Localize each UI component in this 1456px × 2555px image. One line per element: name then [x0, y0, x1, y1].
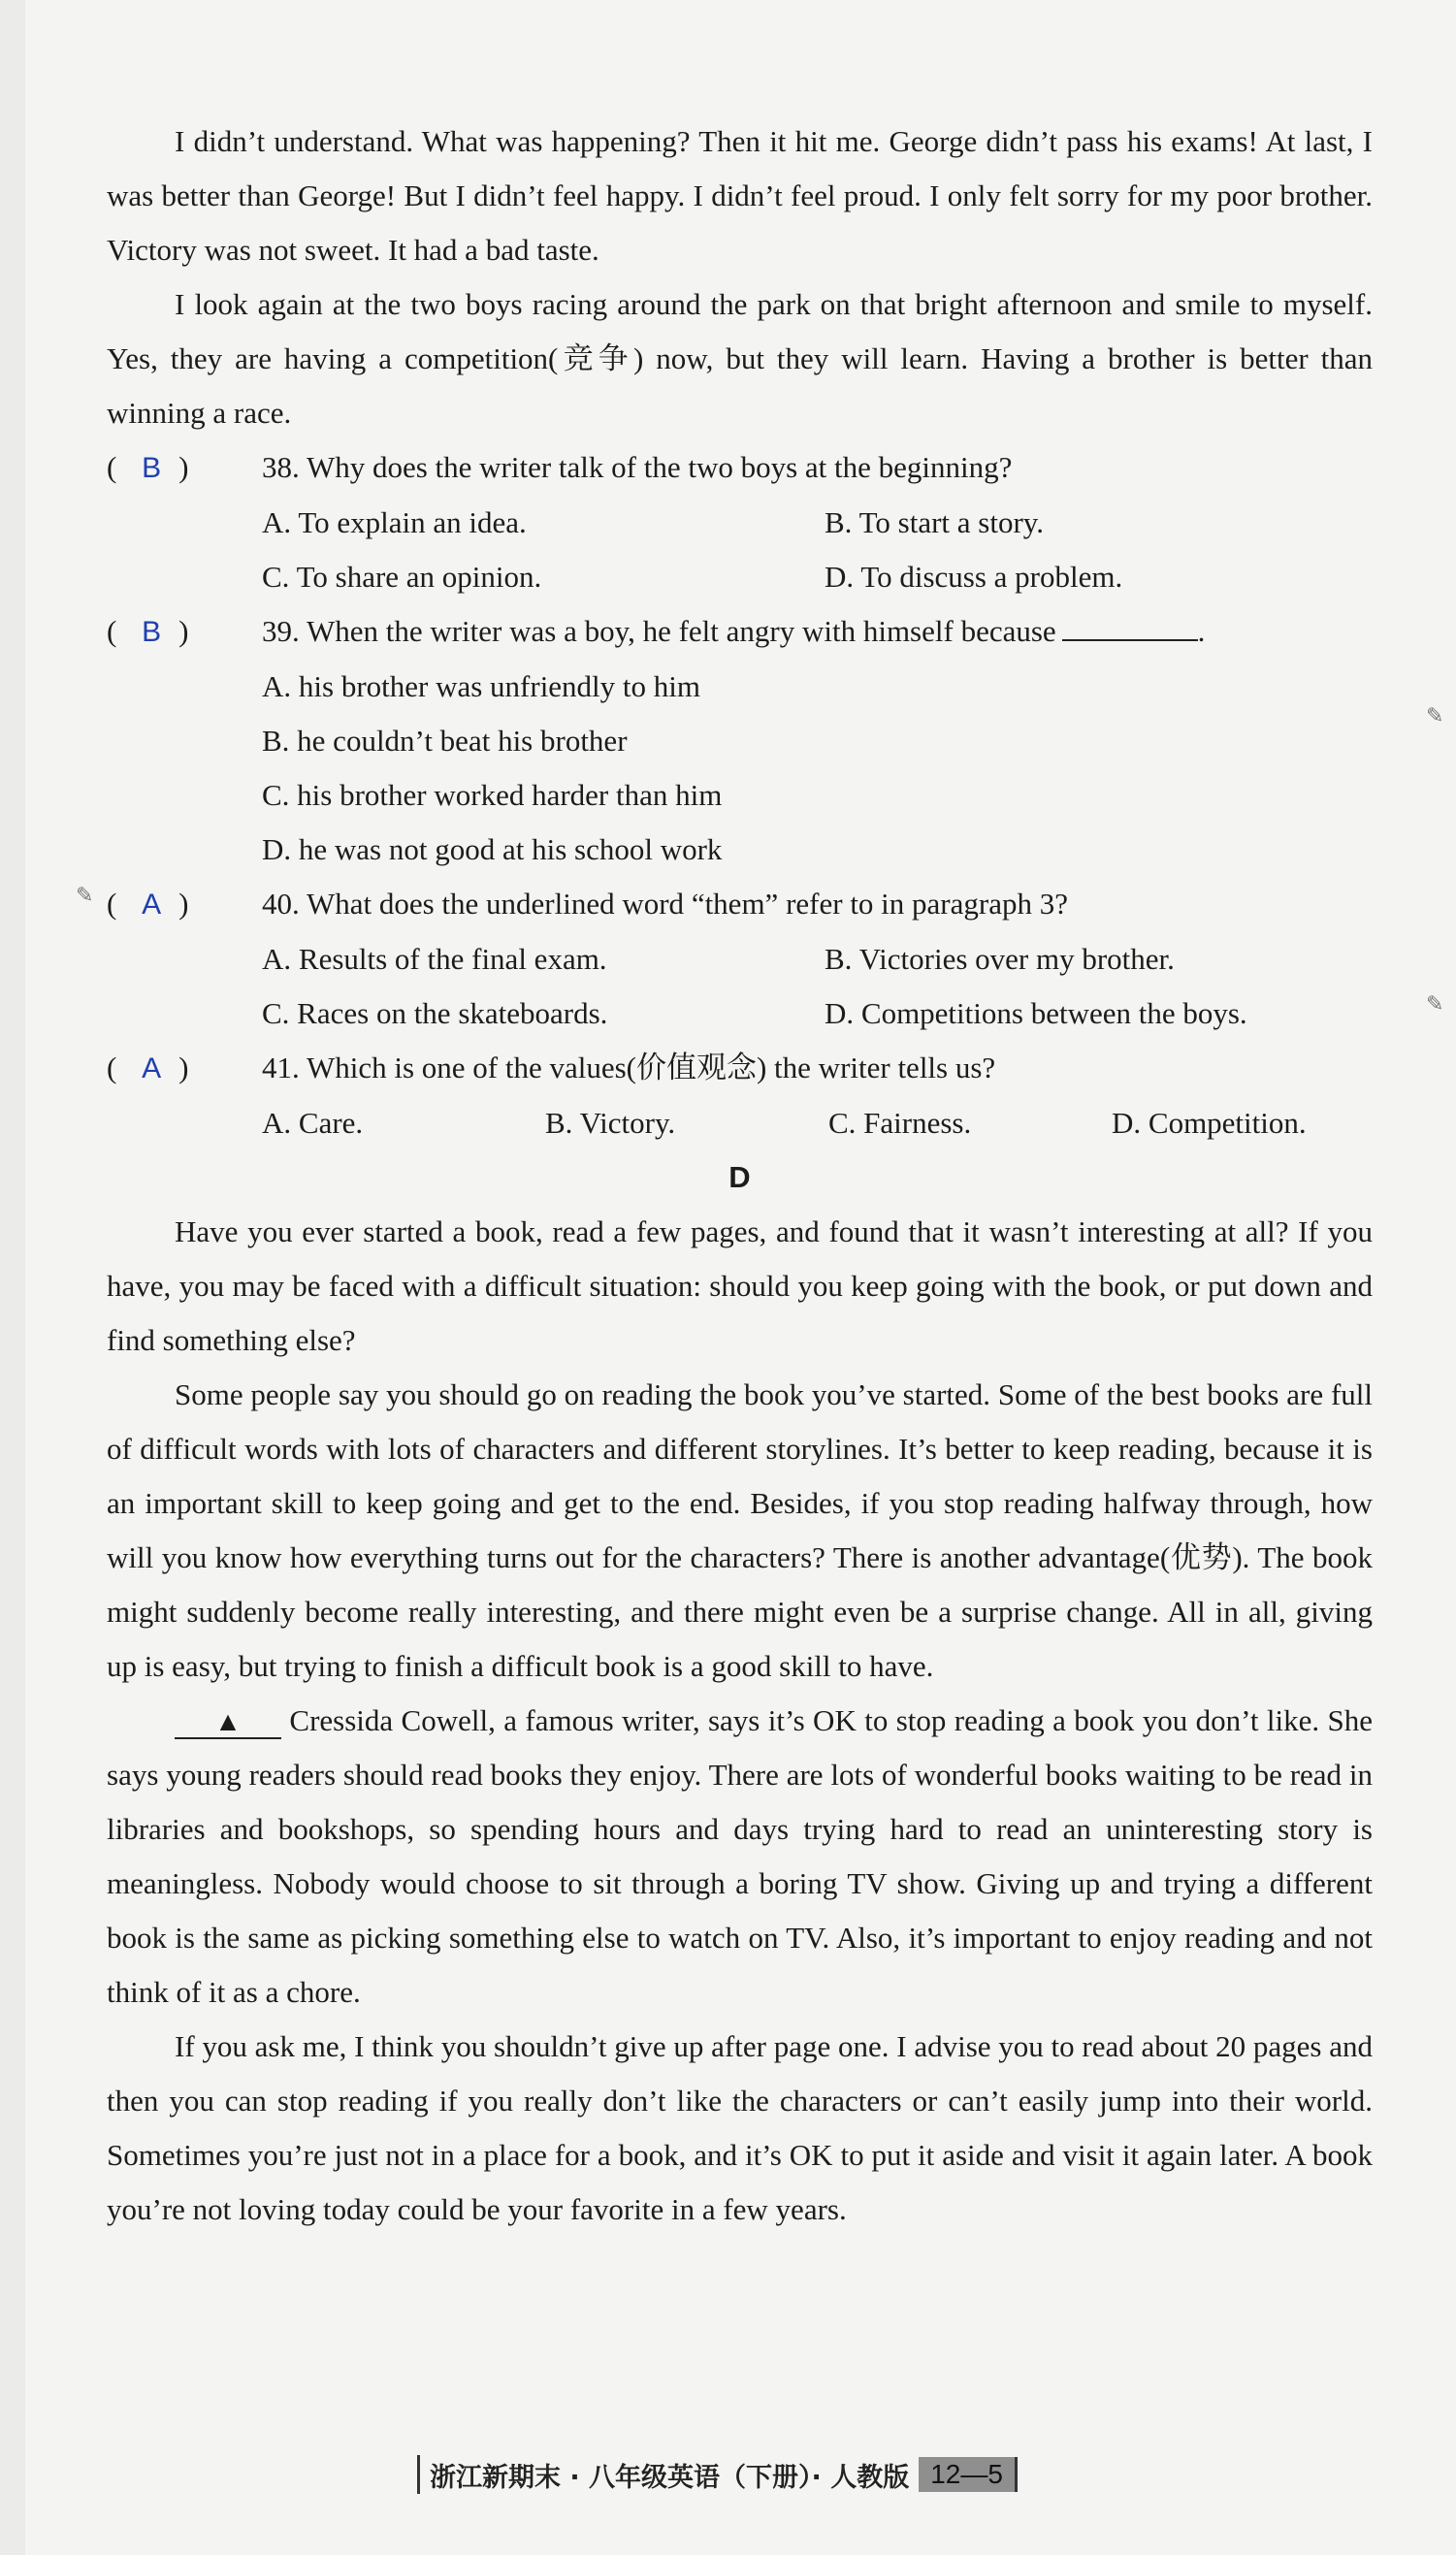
page-edge-shadow — [0, 0, 25, 2555]
answer-bracket: ( A ) — [107, 1041, 262, 1096]
answer-letter: B — [142, 452, 162, 484]
option: C. Fairness. — [828, 1106, 972, 1140]
option: D. Competition. — [1112, 1106, 1307, 1140]
section-d-paragraph-2: Some people say you should go on reading the book you’ve started. Some of the best books are full of difficult words with lots of characters and different storylines. It’s better to keep reading, because it is an important skill to keep going and get to the end. Besides, if you stop reading halfway through, how will you know how everything turns out for the characters? There is another advantage(优势). The book might suddenly become really interesting, and there might even be a surprise change. All in all, giving up is easy, but trying to finish a difficult book is a good skill to have. — [107, 1377, 1373, 1683]
option: D. To discuss a problem. — [825, 560, 1123, 594]
answer-bracket: ( A ) — [107, 877, 262, 932]
page-content — [107, 114, 1373, 2237]
option: B. To start a story. — [825, 505, 1045, 539]
option: B. Victories over my brother. — [825, 942, 1175, 976]
pen-mark-icon: ✎ — [76, 884, 94, 908]
option: A. To explain an idea. — [262, 505, 527, 539]
question-38 — [107, 440, 1373, 496]
section-d-paragraph-4: If you ask me, I think you shouldn’t give up after page one. I advise you to read about 20 pages and then you can stop reading if you really don’t like the characters or can’t easily jump into their world. Sometimes you’re just not in a place for a book, and it’s OK to put it aside and visit it again later. A book you’re not loving today could be your favorite in a few years. — [107, 2029, 1373, 2226]
passage-c-paragraph-2: I look again at the two boys racing around the park on that bright afternoon and smile to myself. Yes, they are having a competition(竞争) now, but they will learn. Having a brother is better than winning a race. — [107, 287, 1373, 430]
page-footer — [417, 2455, 1018, 2494]
option: D. Competitions between the boys. — [825, 996, 1247, 1030]
options-40 — [262, 932, 1373, 1041]
question-stem: When the writer was a boy, he felt angry with himself because — [306, 614, 1056, 648]
section-d-paragraph-3: ▲ Cressida Cowell, a famous writer, says it’s OK to stop reading a book you don’t like. She says young readers should read books they enjoy. There are lots of wonderful books waiting to be read in libraries and bookshops, so spending hours and days trying hard to read an uninteresting story is meaningless. Nobody would choose to sit through a boring TV show. Giving up and trying a different book is the same as picking something else to watch on TV. Also, it’s important to enjoy reading and not think of it as a chore. — [107, 1703, 1373, 2009]
quoted-word: “them” — [691, 887, 779, 921]
question-number: 40. — [262, 887, 300, 921]
options-41 — [262, 1096, 1373, 1150]
answer-letter: A — [142, 889, 162, 921]
options-39 — [262, 660, 1373, 877]
question-41 — [107, 1041, 1373, 1096]
question-stem: Which is one of the values(价值观念) the writer tells us? — [306, 1051, 996, 1084]
option: A. Care. — [262, 1106, 364, 1140]
option: A. Results of the final exam. — [262, 942, 607, 976]
question-end: . — [1197, 614, 1206, 648]
triangle-blank-marker: ▲ — [175, 1708, 281, 1739]
option: C. To share an opinion. — [262, 560, 542, 594]
option: C. his brother worked harder than him — [262, 778, 723, 812]
answer-bracket: ( B ) — [107, 440, 262, 496]
section-d-title: D — [728, 1160, 751, 1194]
answer-bracket: ( B ) — [107, 604, 262, 660]
passage-c-paragraph-1: I didn’t understand. What was happening? Then it hit me. George didn’t pass his exams! At last, I was better than George! But I didn’t feel happy. I didn’t feel proud. I only felt sorry for my poor brother. Victory was not sweet. It had a bad taste. — [107, 124, 1373, 267]
option: C. Races on the skateboards. — [262, 996, 608, 1030]
options-38 — [262, 496, 1373, 604]
question-number: 38. — [262, 450, 300, 484]
pen-mark-icon: ✎ — [1426, 992, 1444, 1017]
option: D. he was not good at his school work — [262, 832, 723, 866]
option: A. his brother was unfriendly to him — [262, 669, 701, 703]
pen-mark-icon: ✎ — [1426, 704, 1444, 728]
question-40: ( A ) 40. What does the underlined word “them” refer to in paragraph 3? — [107, 877, 1373, 932]
question-stem: Why does the writer talk of the two boys at the beginning? — [306, 450, 1013, 484]
answer-blank — [1062, 614, 1198, 641]
footer-title: 浙江新期末 · 八年级英语（下册）· 人教版 — [430, 2462, 910, 2493]
page-number: 12—5 — [919, 2457, 1018, 2492]
option: B. Victory. — [545, 1106, 676, 1140]
question-number: 39. — [262, 614, 300, 648]
answer-letter: A — [142, 1052, 162, 1084]
question-39 — [107, 604, 1373, 660]
section-d-paragraph-1: Have you ever started a book, read a few pages, and found that it wasn’t interesting at all? If you have, you may be faced with a difficult situation: should you keep going with the book, or put down and find something else? — [107, 1214, 1373, 1357]
option: B. he couldn’t beat his brother — [262, 724, 628, 758]
answer-letter: B — [142, 616, 162, 648]
question-number: 41. — [262, 1051, 300, 1084]
